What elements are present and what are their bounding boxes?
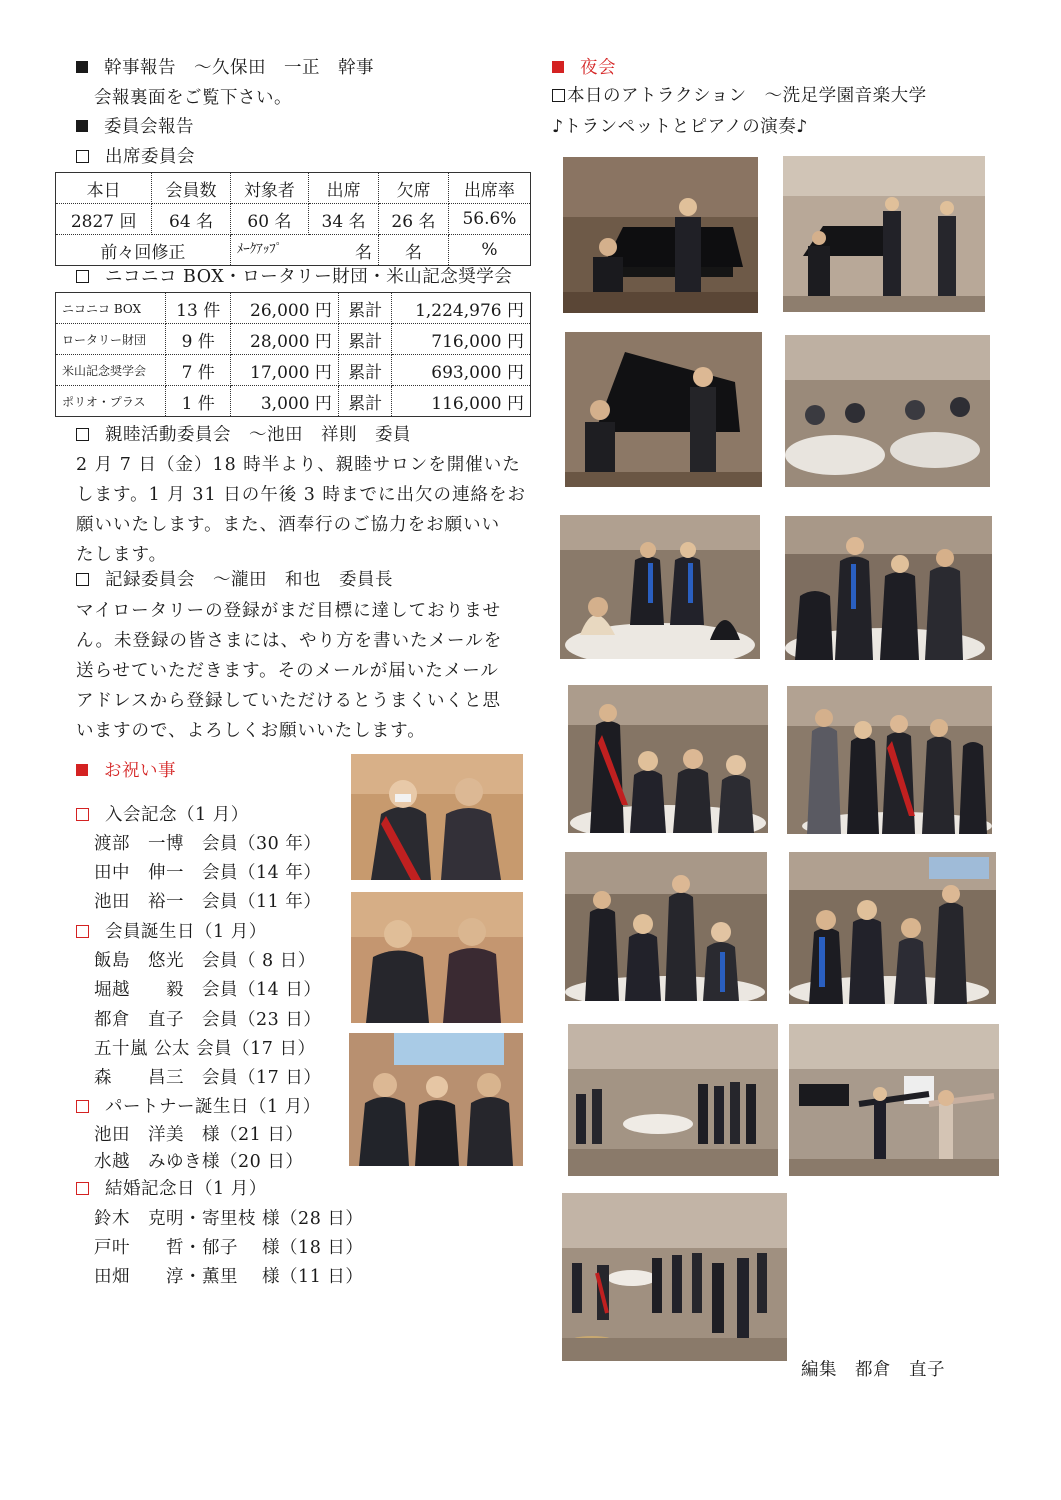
joining-title: 入会記念（1 月）	[76, 801, 249, 830]
header-cell: 本日	[56, 173, 152, 204]
event-photo	[562, 1193, 787, 1361]
unit-mei: 名	[355, 242, 373, 263]
donation-amount: 28,000 円	[231, 324, 339, 355]
fellowship-body	[76, 450, 526, 570]
table-cell: 前々回修正	[56, 235, 231, 266]
celebration-photo	[351, 892, 523, 1023]
performance-line: ♪トランペットとピアノの演奏♪	[552, 117, 808, 137]
donation-label: 累計	[338, 293, 391, 324]
donation-amount: 26,000 円	[231, 293, 339, 324]
text-line: 願いいたします。また、酒奉行のご協力をお願いい	[76, 515, 501, 535]
checkbox-bullet-icon	[552, 89, 565, 102]
checkbox-bullet-icon	[76, 270, 89, 283]
list-item: 堀越 毅 会員（14 日）	[94, 980, 322, 1000]
partner-title: パートナー誕生日（1 月）	[76, 1093, 321, 1122]
table-cell: 34 名	[309, 204, 379, 235]
table-row	[56, 173, 531, 204]
donation-amount: 3,000 円	[231, 386, 339, 417]
event-photo	[783, 156, 985, 312]
header-cell: 出席率	[448, 173, 530, 204]
list-item: 水越 みゆき様（20 日）	[94, 1152, 304, 1172]
donation-label: 累計	[338, 386, 391, 417]
celebration-photo	[349, 1033, 523, 1166]
editor-credit: 編集 都倉 直子	[801, 1360, 945, 1380]
text-line: いますので、よろしくお願いいたします。	[76, 721, 426, 741]
table-row	[56, 204, 531, 235]
list-item: 森 昌三 会員（17 日）	[94, 1068, 322, 1088]
event-photo	[785, 516, 992, 660]
red-checkbox-icon	[76, 1182, 89, 1195]
list-item: 池田 洋美 様（21 日）	[94, 1125, 304, 1145]
table-cell: 60 名	[230, 204, 308, 235]
list-item: 渡部 一博 会員（30 年）	[94, 834, 322, 854]
event-photo	[565, 852, 767, 1001]
list-item: 田中 伸一 会員（14 年）	[94, 863, 322, 883]
red-square-bullet-icon	[76, 764, 88, 776]
records-body	[76, 596, 516, 746]
event-photo	[563, 157, 758, 313]
header-cell: 出席	[309, 173, 379, 204]
donation-name: 米山記念奨学会	[56, 355, 166, 386]
secretary-heading: 幹事報告 ～久保田 一正 幹事	[76, 54, 374, 83]
makeup-label: ﾒｰｸｱｯﾌﾟ	[236, 241, 283, 257]
event-photo	[568, 1024, 778, 1176]
attendance-heading: 出席委員会	[76, 143, 195, 172]
red-checkbox-icon	[76, 1100, 89, 1113]
text-line: マイロータリーの登録がまだ目標に達しておりませ	[76, 601, 502, 621]
list-item: 都倉 直子 会員（23 日）	[94, 1010, 322, 1030]
event-photo	[787, 686, 992, 834]
table-row	[56, 355, 531, 386]
text-line: 送らせていただきます。そのメールが届いたメール	[76, 661, 499, 681]
donation-name: ポリオ・プラス	[56, 386, 166, 417]
square-bullet-icon	[76, 61, 88, 73]
fellowship-heading: 親睦活動委員会 ～池田 祥則 委員	[76, 421, 411, 450]
donations-heading: ニコニコ BOX・ロータリー財団・米山記念奨学会	[76, 263, 512, 292]
donation-name: ニコニコ BOX	[56, 293, 166, 324]
donations-table	[55, 292, 531, 417]
donation-total: 716,000 円	[392, 324, 531, 355]
text-line: アドレスから登録していただけるとうまくいくと思	[76, 691, 501, 711]
donation-count: 1 件	[166, 386, 231, 417]
donation-total: 1,224,976 円	[392, 293, 531, 324]
checkbox-bullet-icon	[76, 428, 89, 441]
event-photo	[789, 1024, 999, 1176]
list-item: 飯島 悠光 会員（ 8 日）	[94, 951, 316, 971]
event-photo	[565, 332, 762, 487]
red-checkbox-icon	[76, 925, 89, 938]
donation-count: 9 件	[166, 324, 231, 355]
secretary-text: 会報裏面をご覧下さい。	[94, 88, 292, 108]
list-item: 田畑 淳・薫里 様（11 日）	[94, 1267, 364, 1287]
event-photo	[568, 685, 768, 833]
celebration-photo	[351, 754, 523, 880]
square-bullet-icon	[76, 120, 88, 132]
list-item: 鈴木 克明・寄里枝 様（28 日）	[94, 1209, 364, 1229]
red-square-bullet-icon	[552, 61, 564, 73]
wedding-title: 結婚記念日（1 月）	[76, 1175, 267, 1204]
table-cell	[230, 235, 378, 266]
event-photo	[560, 515, 760, 659]
donation-count: 7 件	[166, 355, 231, 386]
table-row	[56, 235, 531, 266]
text-line: たします。	[76, 545, 168, 565]
donation-count: 13 件	[166, 293, 231, 324]
committee-heading: 委員会報告	[76, 113, 194, 142]
attraction-line: 本日のアトラクション ～洗足学園音楽大学	[552, 82, 927, 111]
event-photo	[789, 852, 996, 1004]
table-cell: 64 名	[152, 204, 230, 235]
header-cell: 会員数	[152, 173, 230, 204]
table-cell: 2827 回	[56, 204, 152, 235]
donation-name: ロータリー財団	[56, 324, 166, 355]
records-heading: 記録委員会 ～瀧田 和也 委員長	[76, 566, 393, 595]
donation-label: 累計	[338, 355, 391, 386]
list-item: 五十嵐 公太 会員（17 日）	[94, 1039, 316, 1059]
checkbox-bullet-icon	[76, 573, 89, 586]
donation-amount: 17,000 円	[231, 355, 339, 386]
table-cell: %	[448, 235, 530, 266]
text-line: ん。未登録の皆さまには、やり方を書いたメールを	[76, 631, 503, 651]
birthdays-title: 会員誕生日（1 月）	[76, 918, 267, 947]
table-row	[56, 324, 531, 355]
list-item: 池田 裕一 会員（11 年）	[94, 892, 322, 912]
donation-label: 累計	[338, 324, 391, 355]
header-cell: 欠席	[379, 173, 449, 204]
checkbox-bullet-icon	[76, 150, 89, 163]
table-cell: 名	[379, 235, 449, 266]
table-cell: 56.6%	[448, 204, 530, 235]
event-photo	[785, 335, 990, 487]
table-row	[56, 293, 531, 324]
donation-total: 116,000 円	[392, 386, 531, 417]
donation-total: 693,000 円	[392, 355, 531, 386]
table-row	[56, 386, 531, 417]
celebrations-heading: お祝い事	[76, 757, 176, 786]
text-line: します。1 月 31 日の午後 3 時までに出欠の連絡をお	[76, 485, 526, 505]
header-cell: 対象者	[230, 173, 308, 204]
text-line: 2 月 7 日（金）18 時半より、親睦サロンを開催いた	[76, 455, 521, 475]
list-item: 戸叶 哲・郁子 様（18 日）	[94, 1238, 364, 1258]
red-checkbox-icon	[76, 808, 89, 821]
attendance-table	[55, 172, 531, 266]
evening-heading: 夜会	[552, 54, 616, 83]
table-cell: 26 名	[379, 204, 449, 235]
